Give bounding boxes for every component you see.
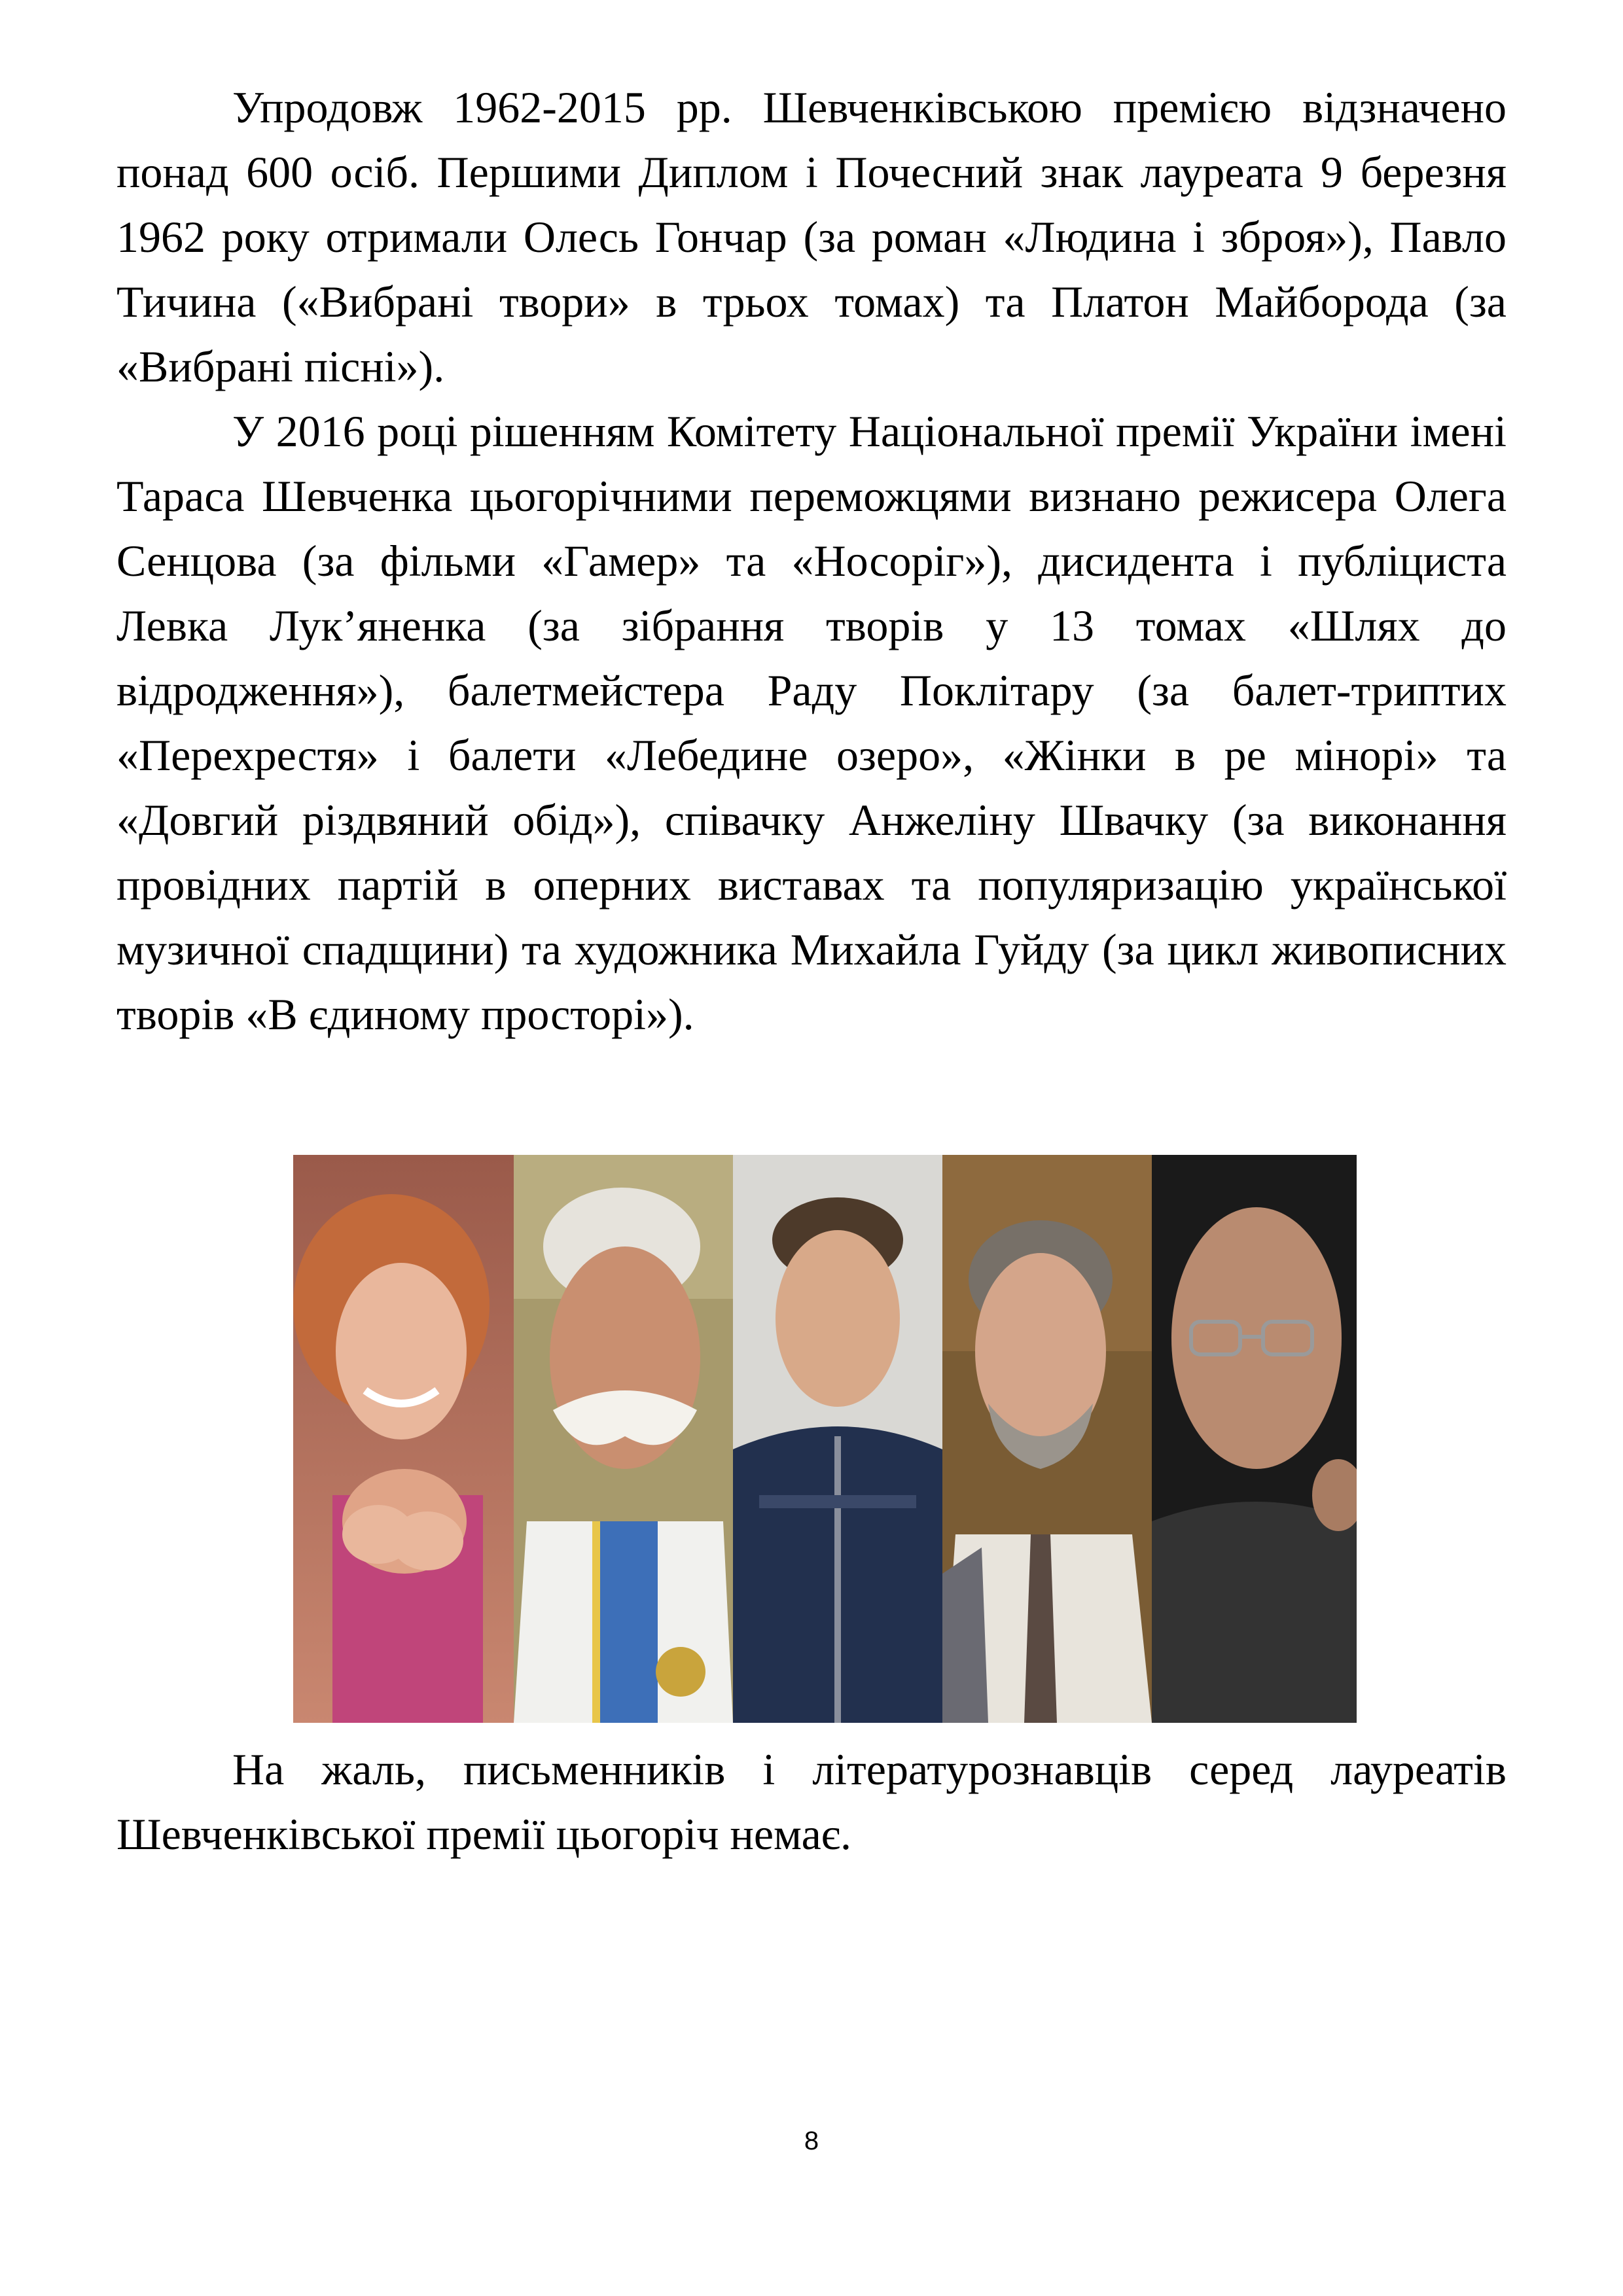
- portrait-photo: [514, 1155, 733, 1723]
- portrait-photo: [293, 1155, 514, 1723]
- paragraph-text: На жаль, письменників і літературознавців серед лауреатів Шевченківської премії цьогоріч немає.: [116, 1744, 1507, 1859]
- paragraph-text: У 2016 році рішенням Комітету Національної премії України імені Тараса Шевченка цьогорічними переможцями визнано режисера Олега Сенцова (за фільми «Гамер» та «Носоріг»), дисидента і публіциста Левка Лук’яненка (за зібрання творів у 13 томах «Шлях до відродження»), балетмейстера Раду Поклітару (за балет-триптих «Перехрестя» і балети «Лебедине озеро», «Жінки в ре мінорі» та «Довгий різдвяний обід»), співачку Анжеліну Швачку (за виконання провідних партій в оперних виставах та популяризацію української музичної спадщини) та художника Михайла Гуйду (за цикл живописних творів «В єдиному просторі»).: [116, 406, 1507, 1039]
- page-number: 8: [804, 2127, 819, 2155]
- laureates-photo-collage: [293, 1155, 1357, 1723]
- paragraph-2: [116, 399, 1507, 1047]
- portrait-photo: [733, 1155, 942, 1723]
- paragraph-1: [116, 75, 1507, 399]
- paragraph-text: Упродовж 1962-2015 рр. Шевченківською премією відзначено понад 600 осіб. Першими Диплом і Почесний знак лауреата 9 березня 1962 року отримали Олесь Гончар (за роман «Людина і зброя»), Павло Тичина («Вибрані твори» в трьох томах) та Платон Майборода (за «Вибрані пісні»).: [116, 82, 1507, 391]
- paragraph-3: [116, 1737, 1507, 1867]
- portrait-photo: [942, 1155, 1152, 1723]
- portrait-photo: [1152, 1155, 1357, 1723]
